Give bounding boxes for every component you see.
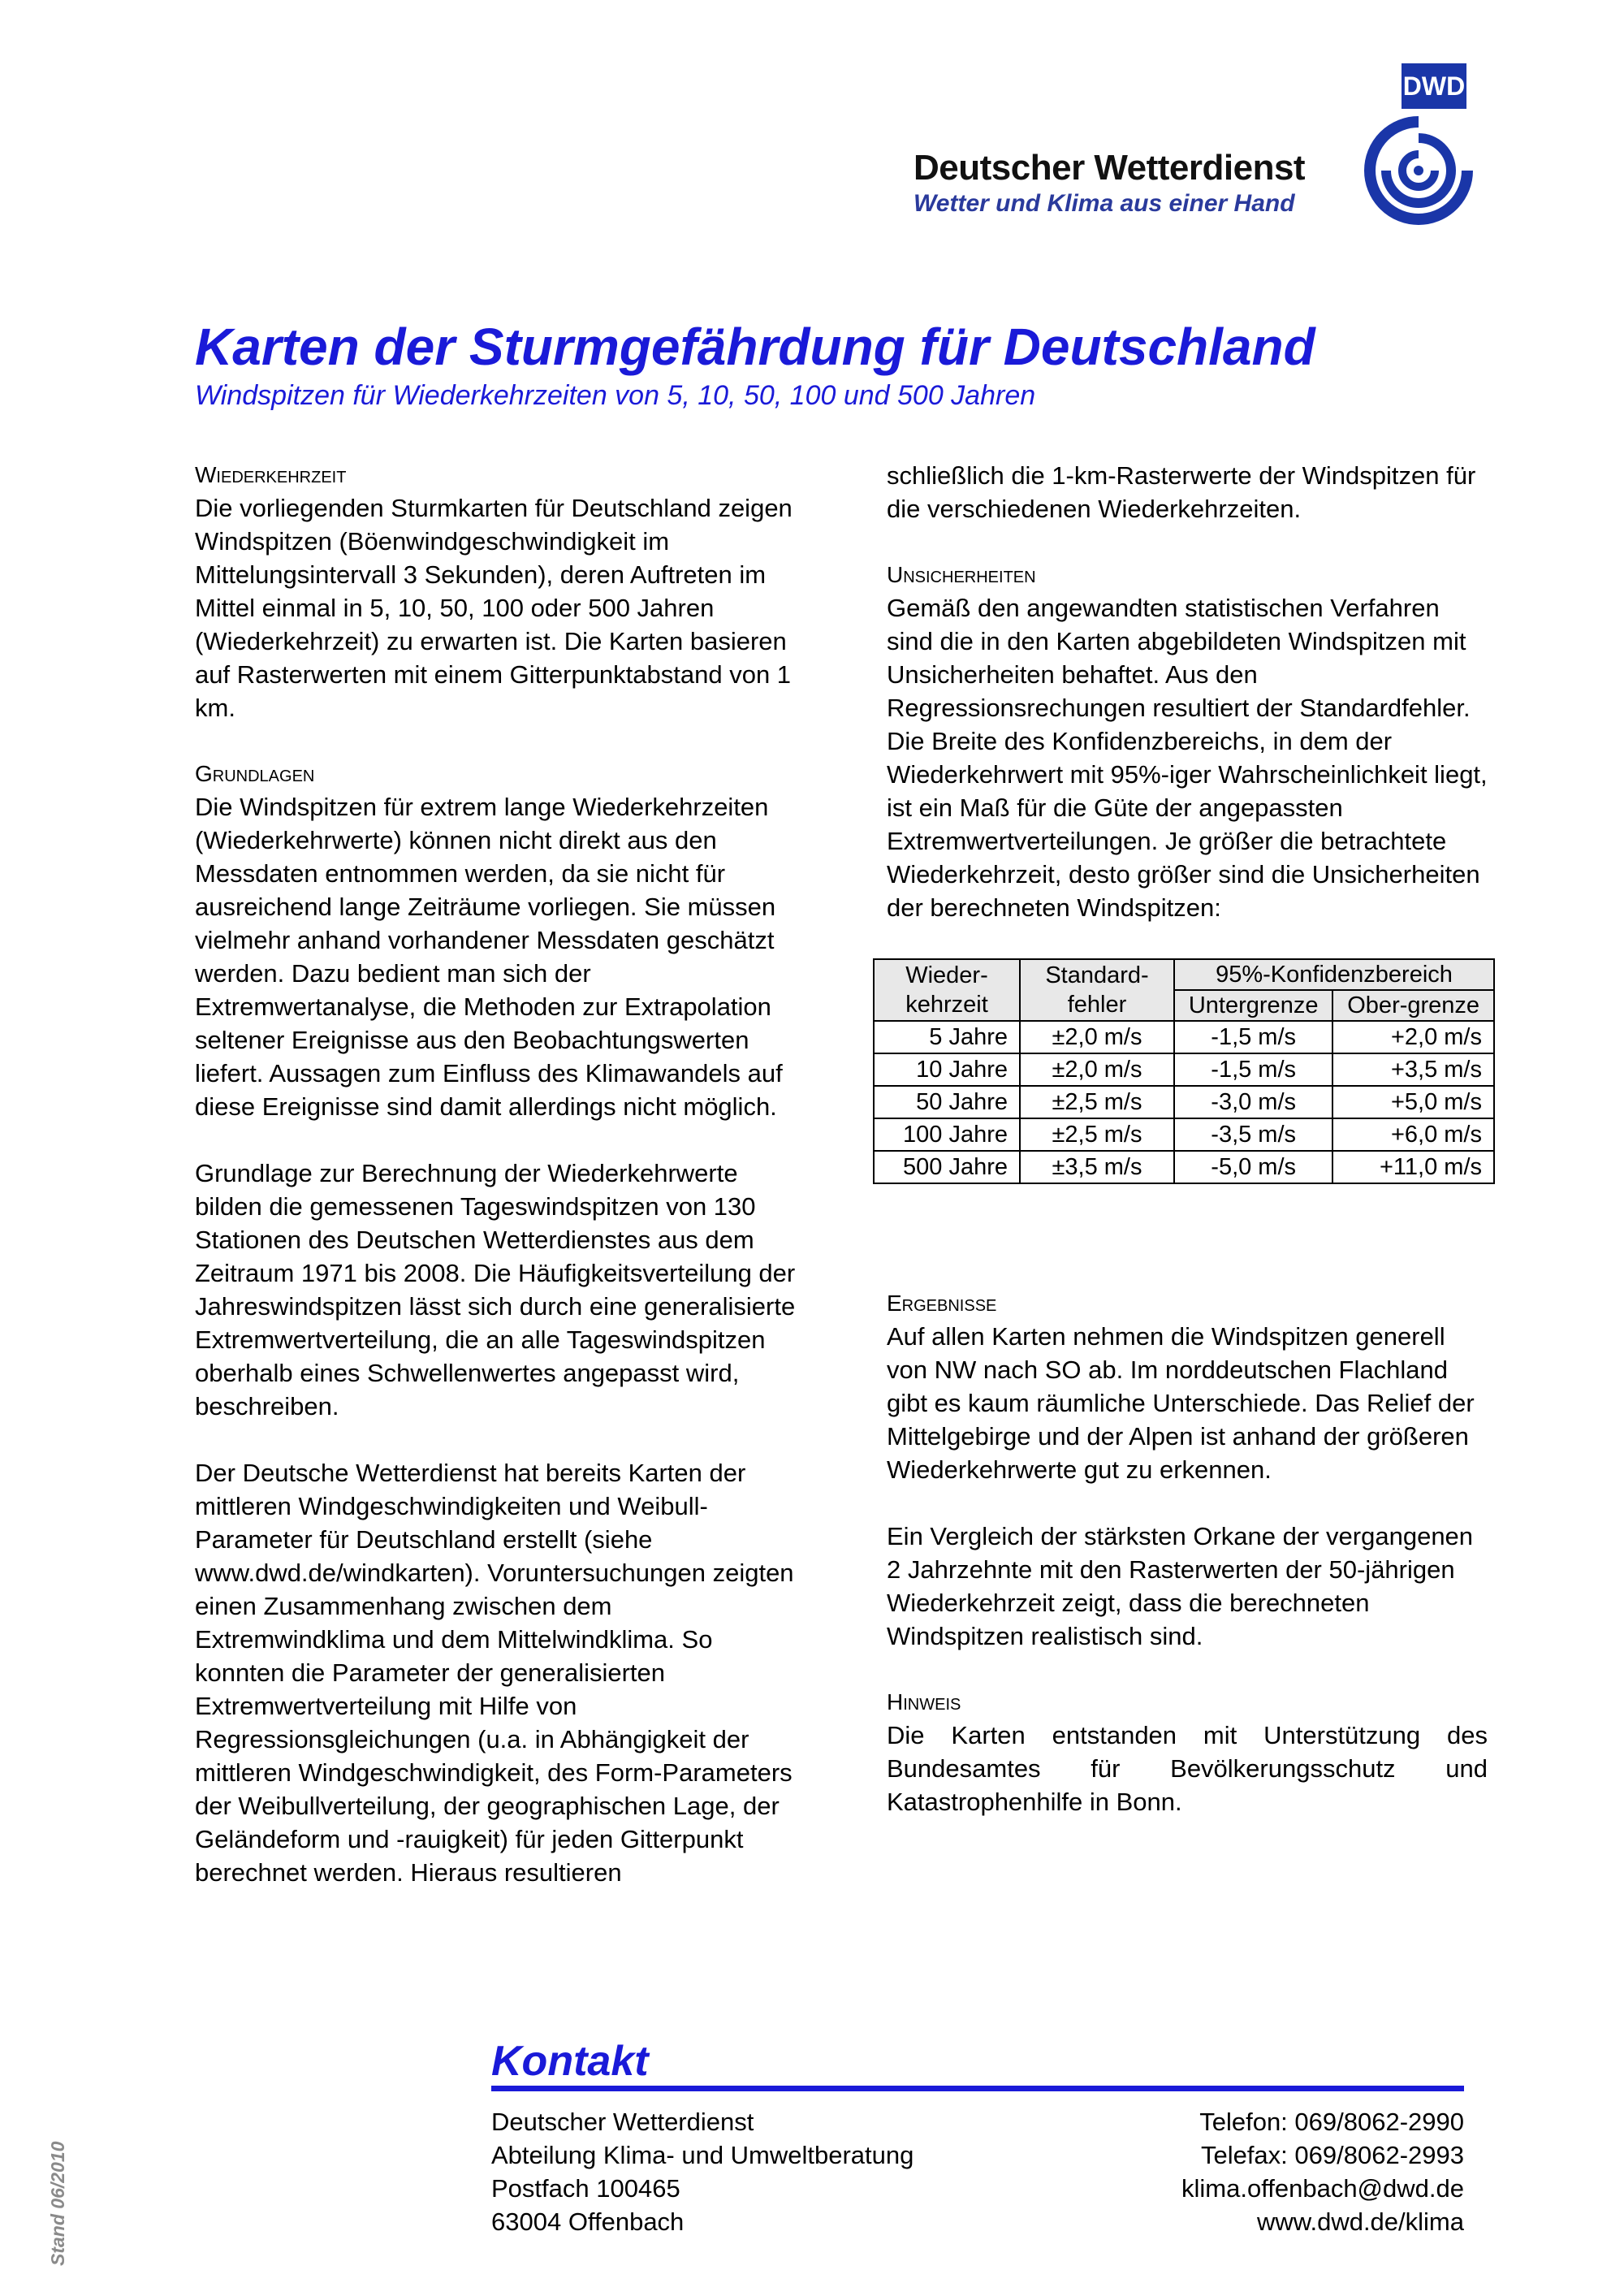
text-unsicherheiten: Gemäß den angewandten statistischen Verfahren sind die in den Karten abgebildeten Windspitzen mit Unsicherheiten behaftet. Aus den Regressionsrechungen resultiert der Standardfehler. Die Breite des Konfidenzbereichs, in dem der Wiederkehrwert mit 95%-iger Wahrscheinlichkeit liegt, ist ein Maß für die Güte der angepassten Extremwertverteilungen. Je größer die betrachtete Wiederkehrzeit, desto größer sind die Unsicherheiten der berechneten Windspitzen: — [887, 594, 1488, 922]
cell-fehler: ±2,0 m/s — [1020, 1021, 1174, 1053]
cell-ober: +6,0 m/s — [1332, 1118, 1494, 1151]
cell-fehler: ±3,5 m/s — [1020, 1151, 1174, 1183]
org-name: Deutscher Wetterdienst — [914, 148, 1306, 188]
page-subtitle: Windspitzen für Wiederkehrzeiten von 5, 10, 50, 100 und 500 Jahren — [195, 380, 1036, 411]
table-row — [874, 1086, 1494, 1118]
left-column — [195, 459, 796, 1889]
cell-unter: -5,0 m/s — [1174, 1151, 1332, 1183]
text-grundlagen-1: Die Windspitzen für extrem lange Wiederkehrzeiten (Wiederkehrwerte) können nicht direkt aus den Messdaten entnommen werden, da sie nicht für ausreichend lange Zeiträume vorliegen. Sie müssen vielmehr anhand vorhandener Messdaten geschätzt werden. Dazu bedient man sich der Extremwertanalyse, die Methoden zur Extrapolation seltener Ereignisse aus den Beobachtungswerten liefert. Aussagen zum Einfluss des Klimawandels auf diese Ereignisse sind damit allerdings nicht möglich. — [195, 793, 783, 1121]
cell-zeit: 500 Jahre — [874, 1151, 1020, 1183]
contact-heading: Kontakt — [491, 2038, 649, 2085]
table-row — [874, 1053, 1494, 1086]
table-row — [874, 1118, 1494, 1151]
address-line: Postfach 100465 — [491, 2174, 680, 2203]
text-grundlagen-3: Der Deutsche Wetterdienst hat bereits Karten der mittleren Windgeschwindigkeiten und Weibull-Parameter für Deutschland erstellt (siehe www.dwd.de/windkarten). Voruntersuchungen zeigten einen Zusammenhang zwischen dem Extremwindklima und dem Mittelwindklima. So konnten die Parameter der generalisierten Extremwertverteilung mit Hilfe von Regressionsgleichungen (u.a. in Abhängigkeit der mittleren Windgeschwindigkeit, des Form-Parameters der Weibullverteilung, der geographischen Lage, der Geländeform und -rauigkeit) für jeden Gitterpunkt berechnet werden. Hieraus resultieren — [195, 1459, 794, 1887]
text-wiederkehrzeit: Die vorliegenden Sturmkarten für Deutschland zeigen Windspitzen (Böenwindgeschwindigkeit im Mittelungsintervall 3 Sekunden), deren Auftreten im Mittel einmal in 5, 10, 50, 100 oder 500 Jahren (Wiederkehrzeit) zu erwarten ist. Die Karten basieren auf Rasterwerten mit einem Gitterpunktabstand von 1 km. — [195, 494, 793, 722]
heading-hinweis: Hinweis — [887, 1689, 961, 1714]
cell-ober: +5,0 m/s — [1332, 1086, 1494, 1118]
page-title: Karten der Sturmgefährdung für Deutschland — [195, 318, 1315, 376]
cell-unter: -3,5 m/s — [1174, 1118, 1332, 1151]
dwd-logo-box: DWD — [1402, 63, 1466, 109]
contact-phone: Telefon: 069/8062-2990 — [1199, 2108, 1464, 2136]
th-standardfehler: Standard-fehler — [1020, 959, 1174, 1021]
cell-fehler: ±2,0 m/s — [1020, 1053, 1174, 1086]
address-line: Deutscher Wetterdienst — [491, 2108, 754, 2136]
address-line: 63004 Offenbach — [491, 2207, 685, 2236]
dwd-swirl-icon — [1354, 106, 1484, 236]
text-grundlagen-2: Grundlage zur Berechnung der Wiederkehrwerte bilden die gemessenen Tageswindspitzen von 130 Stationen des Deutschen Wetterdienstes aus dem Zeitraum 1971 bis 2008. Die Häufigkeitsverteilung der Jahreswindspitzen lässt sich durch eine generalisierte Extremwertverteilung, die an alle Tageswindspitzen oberhalb eines Schwellenwertes angepasst wird, beschreiben. — [195, 1159, 796, 1420]
th-wiederkehrzeit: Wieder-kehrzeit — [874, 959, 1020, 1021]
table-row — [874, 1151, 1494, 1183]
header-logo — [914, 57, 1498, 219]
heading-grundlagen: Grundlagen — [195, 761, 315, 786]
text-ergebnisse-2: Ein Vergleich der stärksten Orkane der vergangenen 2 Jahrzehnte mit den Rasterwerten der 50-jährigen Wiederkehrzeit zeigt, dass die berechneten Windspitzen realistisch sind. — [887, 1522, 1474, 1650]
cell-unter: -3,0 m/s — [1174, 1086, 1332, 1118]
heading-ergebnisse: Ergebnisse — [887, 1291, 997, 1316]
cell-zeit: 5 Jahre — [874, 1021, 1020, 1053]
right-column-lower — [887, 1287, 1488, 1818]
table-header-row — [874, 959, 1494, 990]
stand-date: Stand 06/2010 — [47, 2141, 68, 2266]
th-konfidenzbereich: 95%-Konfidenzbereich — [1174, 959, 1494, 990]
cell-unter: -1,5 m/s — [1174, 1053, 1332, 1086]
text-grundlagen-4: schließlich die 1-km-Rasterwerte der Windspitzen für die verschiedenen Wiederkehrzeiten. — [887, 461, 1476, 523]
heading-unsicherheiten: Unsicherheiten — [887, 562, 1036, 587]
contact-details — [1056, 2105, 1464, 2238]
org-slogan: Wetter und Klima aus einer Hand — [914, 190, 1295, 217]
cell-ober: +2,0 m/s — [1332, 1021, 1494, 1053]
uncertainty-table — [873, 958, 1495, 1184]
address-line: Abteilung Klima- und Umweltberatung — [491, 2141, 914, 2169]
cell-zeit: 100 Jahre — [874, 1118, 1020, 1151]
cell-unter: -1,5 m/s — [1174, 1021, 1332, 1053]
cell-ober: +11,0 m/s — [1332, 1151, 1494, 1183]
uncertainty-table-wrap — [873, 958, 1495, 1184]
th-obergrenze: Ober-grenze — [1332, 990, 1494, 1021]
contact-web-link[interactable]: www.dwd.de/klima — [1257, 2207, 1464, 2236]
table-row — [874, 1021, 1494, 1053]
contact-address — [491, 2105, 914, 2238]
text-ergebnisse-1: Auf allen Karten nehmen die Windspitzen generell von NW nach SO ab. Im norddeutschen Flachland gibt es kaum räumliche Unterschiede. Das Relief der Mittelgebirge und der Alpen ist anhand der größeren Wiederkehrwerte gut zu erkennen. — [887, 1322, 1475, 1484]
th-untergrenze: Untergrenze — [1174, 990, 1332, 1021]
text-hinweis: Die Karten entstanden mit Unterstützung des Bundesamtes für Bevölkerungsschutz und Katastrophenhilfe in Bonn. — [887, 1721, 1488, 1816]
right-column — [887, 459, 1488, 924]
cell-zeit: 10 Jahre — [874, 1053, 1020, 1086]
heading-wiederkehrzeit: Wiederkehrzeit — [195, 462, 347, 487]
cell-fehler: ±2,5 m/s — [1020, 1118, 1174, 1151]
cell-fehler: ±2,5 m/s — [1020, 1086, 1174, 1118]
contact-email[interactable]: klima.offenbach@dwd.de — [1181, 2174, 1464, 2203]
cell-ober: +3,5 m/s — [1332, 1053, 1494, 1086]
contact-fax: Telefax: 069/8062-2993 — [1200, 2141, 1464, 2169]
cell-zeit: 50 Jahre — [874, 1086, 1020, 1118]
contact-rule — [491, 2086, 1464, 2091]
